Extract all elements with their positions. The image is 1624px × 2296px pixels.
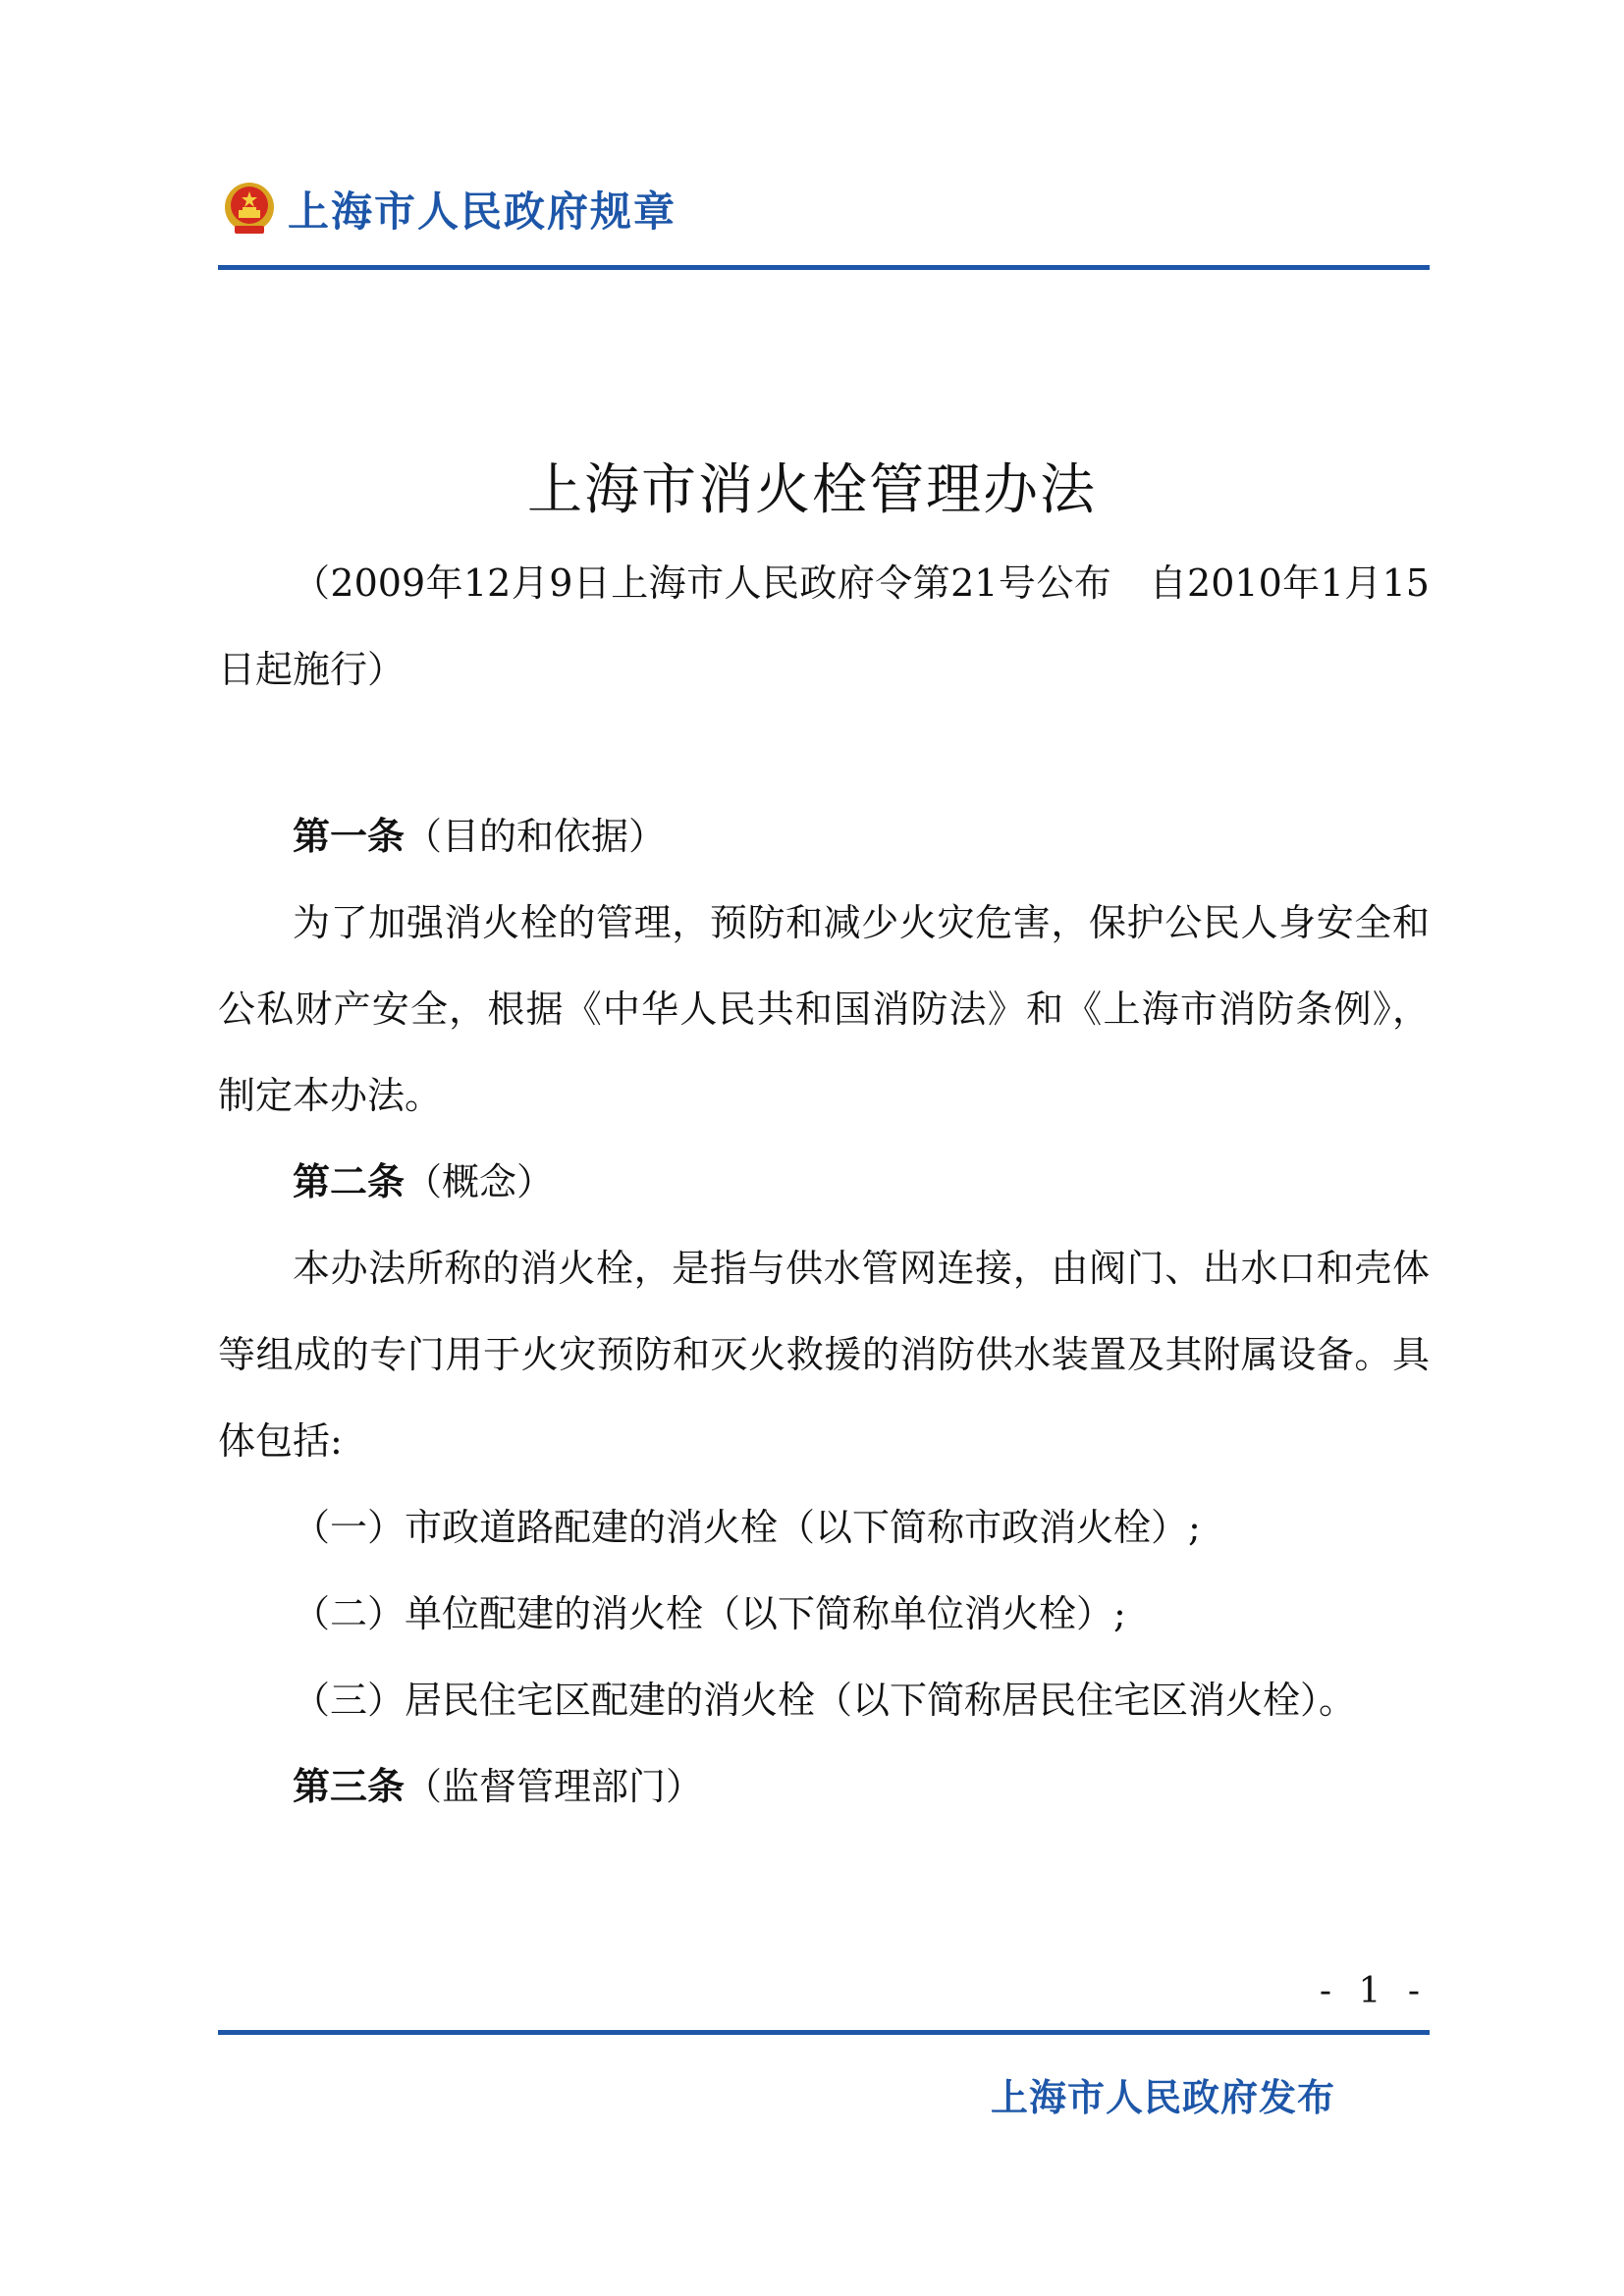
header-title: 上海市人民政府规章 xyxy=(288,187,677,236)
article-note: （概念） xyxy=(405,1160,555,1203)
article-note: （目的和依据） xyxy=(405,815,667,858)
article-heading xyxy=(218,1139,1430,1225)
document-subtitle: （2009年12月9日上海市人民政府令第21号公布 自2010年1月15日起施行） xyxy=(218,561,1430,691)
page-number: - 1 - xyxy=(1319,1971,1428,2011)
article-number: 第二条 xyxy=(293,1159,406,1203)
article-heading xyxy=(218,1743,1430,1830)
article-paragraph: 为了加强消火栓的管理，预防和减少火灾危害，保护公民人身安全和公私财产安全，根据《中华人民共和国消防法》和《上海市消防条例》，制定本办法。 xyxy=(218,901,1430,1117)
footer-publisher: 上海市人民政府发布 xyxy=(990,2076,1335,2119)
header-rule xyxy=(218,265,1430,270)
article-number: 第三条 xyxy=(293,1764,406,1808)
article-list-item: （三）居民住宅区配建的消火栓（以下简称居民住宅区消火栓）。 xyxy=(293,1679,1357,1722)
article-heading xyxy=(218,793,1430,880)
footer-rule xyxy=(218,2030,1430,2035)
document-body xyxy=(218,540,1430,1830)
article-number: 第一条 xyxy=(293,814,406,858)
article-list-item: （二）单位配建的消火栓（以下简称单位消火栓）; xyxy=(293,1592,1126,1635)
national-emblem-icon xyxy=(221,181,278,238)
document-title: 上海市消火栓管理办法 xyxy=(527,458,1097,522)
page-header xyxy=(221,175,677,243)
article-paragraph: 本办法所称的消火栓，是指与供水管网连接，由阀门、出水口和壳体等组成的专门用于火灾预防和灭火救援的消防供水装置及其附属设备。具体包括: xyxy=(218,1247,1430,1463)
article-list-item: （一）市政道路配建的消火栓（以下简称市政消火栓）; xyxy=(293,1506,1201,1549)
article-note: （监督管理部门） xyxy=(405,1765,704,1808)
